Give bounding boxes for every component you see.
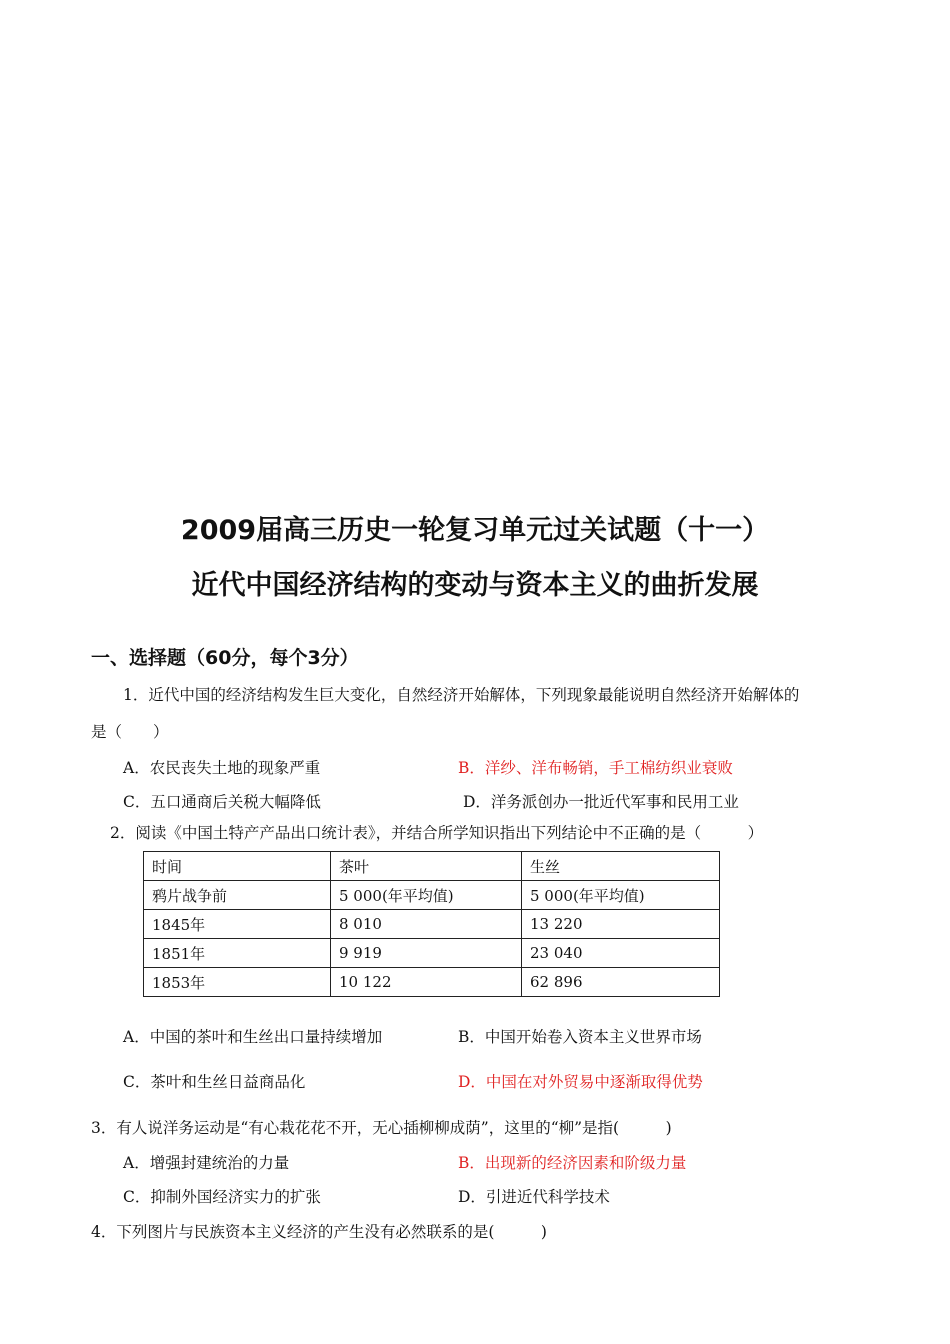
question-3-option-d[interactable]: D．引进近代科学技术	[458, 1188, 610, 1206]
table-cell: 62 896	[522, 968, 720, 997]
table-header-cell: 时间	[144, 852, 331, 881]
table-row	[144, 910, 720, 939]
table-row	[144, 881, 720, 910]
question-3-option-c[interactable]: C．抑制外国经济实力的扩张	[123, 1188, 321, 1206]
exam-subtitle: 近代中国经济结构的变动与资本主义的曲折发展	[191, 570, 759, 601]
export-statistics-table	[143, 851, 720, 997]
table-header-row	[144, 852, 720, 881]
table-cell: 13 220	[522, 910, 720, 939]
question-3-option-b[interactable]: B．出现新的经济因素和阶级力量	[458, 1154, 687, 1172]
table-cell: 10 122	[331, 968, 522, 997]
question-2-stem: 2．阅读《中国土特产产品出口统计表》，并结合所学知识指出下列结论中不正确的是（ ）	[110, 824, 764, 842]
question-3-option-a[interactable]: A．增强封建统治的力量	[123, 1154, 290, 1172]
table-cell: 1845年	[144, 910, 331, 939]
question-1-stem: 1．近代中国的经济结构发生巨大变化，自然经济开始解体，下列现象最能说明自然经济开始解体的	[123, 686, 800, 704]
table-header-cell: 生丝	[522, 852, 720, 881]
exam-title: 2009届高三历史一轮复习单元过关试题（十一）	[180, 515, 770, 546]
question-3-stem: 3．有人说洋务运动是“有心栽花花不开，无心插柳柳成荫”，这里的“柳”是指( )	[91, 1119, 672, 1137]
question-2-option-c[interactable]: C．茶叶和生丝日益商品化	[123, 1073, 306, 1091]
question-1-option-d[interactable]: D．洋务派创办一批近代军事和民用工业	[463, 793, 739, 811]
question-4-stem: 4．下列图片与民族资本主义经济的产生没有必然联系的是( )	[91, 1223, 547, 1241]
table-cell: 1851年	[144, 939, 331, 968]
question-2-option-a[interactable]: A．中国的茶叶和生丝出口量持续增加	[123, 1028, 383, 1046]
question-1-stem-cont: 是（ ）	[91, 723, 169, 741]
table-cell: 鸦片战争前	[144, 881, 331, 910]
table-row	[144, 939, 720, 968]
table-row	[144, 968, 720, 997]
table-header-cell: 茶叶	[331, 852, 522, 881]
table-cell: 23 040	[522, 939, 720, 968]
table-cell: 5 000(年平均值)	[331, 881, 522, 910]
question-2-option-d[interactable]: D．中国在对外贸易中逐渐取得优势	[458, 1073, 703, 1091]
section-heading: 一、选择题（60分，每个3分）	[91, 647, 359, 669]
question-1-option-b[interactable]: B．洋纱、洋布畅销，手工棉纺织业衰败	[458, 759, 733, 777]
table-cell: 9 919	[331, 939, 522, 968]
table-cell: 5 000(年平均值)	[522, 881, 720, 910]
table-cell: 1853年	[144, 968, 331, 997]
table-cell: 8 010	[331, 910, 522, 939]
question-2-option-b[interactable]: B．中国开始卷入资本主义世界市场	[458, 1028, 702, 1046]
question-1-option-a[interactable]: A．农民丧失土地的现象严重	[123, 759, 321, 777]
question-1-option-c[interactable]: C．五口通商后关税大幅降低	[123, 793, 321, 811]
